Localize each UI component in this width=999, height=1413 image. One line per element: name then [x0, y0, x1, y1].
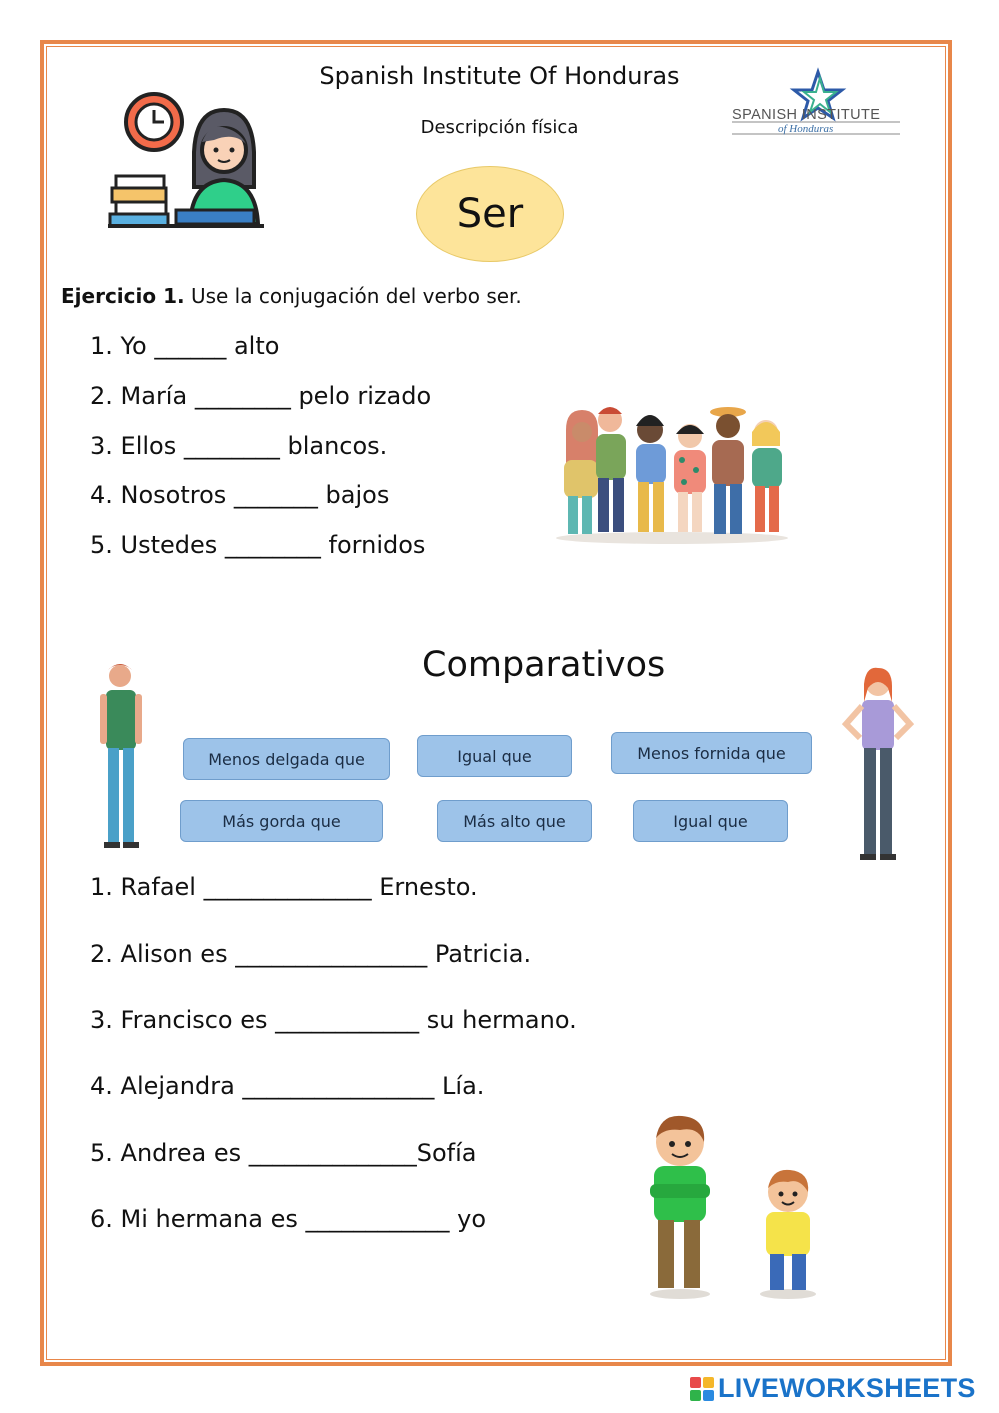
tall-woman-illustration	[842, 666, 914, 862]
comparativos-item[interactable]: 3. Francisco es ____________ su hermano.	[90, 1006, 577, 1034]
tall-man-illustration	[96, 660, 146, 850]
teacher-reading-icon	[106, 92, 266, 232]
comparativos-item[interactable]: 5. Andrea es ______________Sofía	[90, 1139, 477, 1167]
option-chip[interactable]: Igual que	[633, 800, 788, 842]
exercise-heading: Ejercicio 1. Use la conjugación del verbo ser.	[61, 284, 522, 308]
comparativos-item[interactable]: 4. Alejandra ________________ Lía.	[90, 1072, 485, 1100]
group-of-people-illustration	[552, 400, 792, 545]
exercise1-item[interactable]: 5. Ustedes ________ fornidos	[90, 531, 426, 559]
exercise1-item[interactable]: 1. Yo ______ alto	[90, 332, 280, 360]
comparativos-item[interactable]: 6. Mi hermana es ____________ yo	[90, 1205, 486, 1233]
logo-text: SPANISH INSTITUTE	[732, 107, 881, 123]
comparativos-item[interactable]: 2. Alison es ________________ Patricia.	[90, 940, 532, 968]
exercise1-item[interactable]: 2. María ________ pelo rizado	[90, 382, 432, 410]
page-subtitle: Descripción física	[420, 117, 579, 138]
option-chip[interactable]: Más gorda que	[180, 800, 383, 842]
liveworksheets-brand: LIVEWORKSHEETS	[690, 1373, 976, 1404]
option-chip[interactable]: Menos fornida que	[611, 732, 812, 774]
exercise1-item[interactable]: 4. Nosotros _______ bajos	[90, 481, 390, 509]
comparativos-title: Comparativos	[422, 645, 666, 685]
liveworksheets-logo-icon	[690, 1377, 714, 1401]
ser-badge: Ser	[416, 166, 564, 262]
clock-icon	[126, 94, 182, 150]
comparativos-item[interactable]: 1. Rafael ______________ Ernesto.	[90, 873, 478, 901]
page-title: Spanish Institute Of Honduras	[319, 62, 680, 90]
exercise1-item[interactable]: 3. Ellos ________ blancos.	[90, 432, 388, 460]
logo-subtext: of Honduras	[778, 123, 834, 135]
option-chip[interactable]: Más alto que	[437, 800, 592, 842]
option-chip[interactable]: Igual que	[417, 735, 572, 777]
option-chip[interactable]: Menos delgada que	[183, 738, 390, 780]
two-boys-illustration	[640, 1112, 830, 1302]
